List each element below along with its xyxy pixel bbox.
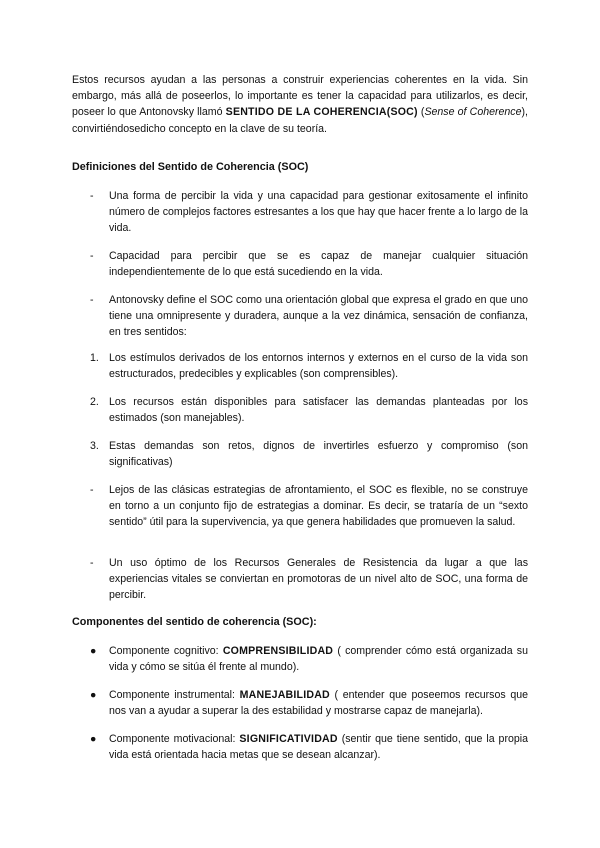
intro-italic-term: Sense of Coherence [424, 106, 522, 119]
componentes-heading: Componentes del sentido de coherencia (SOC): [72, 616, 317, 628]
dash-marker: - [90, 190, 94, 202]
numbered-item-text: Los estímulos derivados de los entornos internos y externos en el curso de la vida son estructurados, predecibles y explicables (son comprensibles). [109, 352, 528, 381]
bullet-item-post: ( comprender cómo está organizada su vida y cómo se sitúa él frente al mundo). [109, 645, 528, 674]
number-marker: 3. [90, 440, 99, 452]
dash-marker: - [90, 294, 94, 306]
bullet-item-post: (sentir que tiene sentido, que la propia vida está orientada hacia metas que se desean alcanzar). [109, 733, 529, 762]
bullet-item-post: ( entender que poseemos recursos que nos van a ayudar a superar la des estabilidad y mostrarse capaz de manejarla). [109, 689, 528, 718]
list-item-text: Antonovsky define el SOC como una orientación global que expresa el grado en que uno tiene una omnipresente y duradera, aunque a la vez dinámica, sensación de confianza, en tres sentidos: [109, 294, 528, 339]
numbered-item-text: Estas demandas son retos, dignos de invertirles esfuerzo y compromiso (son significativas) [109, 440, 528, 469]
intro-text-3: ), convirtiéndosedicho concepto en la clave de su teoría. [72, 106, 528, 135]
numbered-item-text: Los recursos están disponibles para satisfacer las demandas planteadas por los estimados (son manejables). [109, 396, 528, 425]
intro-text-2: ( [417, 106, 425, 119]
list-item-text: Un uso óptimo de los Recursos Generales de Resistencia da lugar a que las experiencias vitales se conviertan en promotoras de un nivel alto de SOC, una forma de percibir. [109, 557, 528, 602]
dash-marker: - [90, 484, 94, 496]
bullet-item-term: COMPRENSIBILIDAD [222, 645, 334, 657]
bullet-item-text [109, 731, 528, 763]
bullet-marker: ● [90, 689, 97, 701]
bullet-marker: ● [90, 645, 97, 657]
bullet-marker: ● [90, 733, 97, 745]
bullet-item-term: MANEJABILIDAD [239, 689, 330, 701]
bullet-item-text [109, 687, 528, 719]
number-marker: 2. [90, 396, 99, 408]
list-item-text: Una forma de percibir la vida y una capacidad para gestionar exitosamente el infinito número de complejos factores estresantes a los que hay que hacer frente a lo largo de la vida. [109, 190, 528, 235]
dash-marker: - [90, 557, 94, 569]
bullet-item-term: SIGNIFICATIVIDAD [239, 733, 338, 745]
bullet-item-pre: Componente cognitivo: [109, 645, 223, 657]
intro-text-1: Estos recursos ayudan a las personas a construir experiencias coherentes en la vida. Sin embargo, más allá de poseerlos, lo importante es tener la capacidad para utilizarlos, es decir, poseer lo que Antonovsky llamó [72, 74, 528, 119]
bullet-item-pre: Componente instrumental: [109, 689, 240, 701]
bullet-item-pre: Componente motivacional: [109, 733, 240, 745]
dash-marker: - [90, 250, 94, 262]
list-item-text: Capacidad para percibir que se es capaz de manejar cualquier situación independientemente de lo que está sucediendo en la vida. [109, 250, 528, 279]
intro-bold-term: SENTIDO DE LA COHERENCIA(SOC) [225, 106, 418, 119]
number-marker: 1. [90, 352, 99, 364]
list-item-text: Lejos de las clásicas estrategias de afrontamiento, el SOC es flexible, no se construye en torno a un conjunto fijo de estrategias a dominar. Es decir, se trataría de un “sexto sentido” útil para la supervivencia, ya que genera habilidades que promueven la salud. [109, 484, 528, 529]
definiciones-heading: Definiciones del Sentido de Coherencia (SOC) [72, 161, 309, 173]
intro-paragraph [72, 72, 528, 137]
bullet-item-text [109, 643, 528, 675]
